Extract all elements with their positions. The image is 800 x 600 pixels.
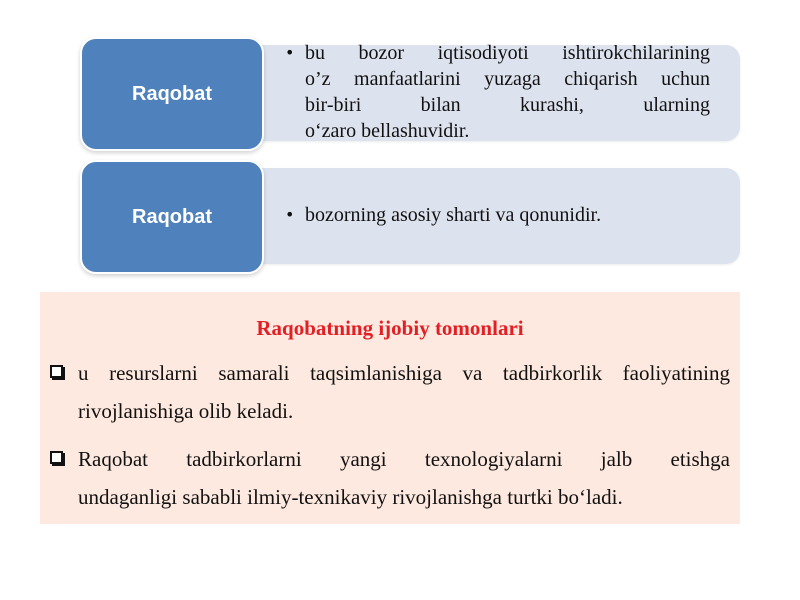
- bullet-icon: •: [285, 43, 295, 62]
- definition-row-2: [80, 160, 740, 274]
- checkbox-bullet-icon: [50, 451, 63, 464]
- positive-item-2-line-2: undaganligi sababli ilmiy-texnikaviy rivojlanishga turtki bo‘ladi.: [78, 485, 623, 509]
- definition-text-2: [285, 202, 710, 228]
- definition-text-1-line-3: bir-biri bilan kurashi, ularning: [305, 94, 710, 116]
- positive-item-1: [50, 354, 730, 430]
- definition-text-1-line-1: bu bozor iqtisodiyoti ishtirokchilarining: [305, 42, 710, 64]
- definition-label-1: Raqobat: [80, 37, 264, 151]
- positive-item-1-line-1: u resurslarni samarali taqsimlanishiga va tadbirkorlik faoliyatining: [78, 361, 730, 385]
- definition-text-1: [285, 40, 710, 144]
- positives-title: Raqobatning ijobiy tomonlari: [256, 316, 524, 340]
- positive-item-1-line-2: rivojlanishiga olib keladi.: [78, 399, 294, 423]
- definition-row-1: [80, 37, 740, 151]
- positives-box: [40, 292, 740, 524]
- checkbox-bullet-icon: [50, 365, 63, 378]
- definition-text-1-line-2: o’z manfaatlarini yuzaga chiqarish uchun: [305, 68, 710, 90]
- definition-label-2: Raqobat: [80, 160, 264, 274]
- positive-item-2-line-1: Raqobat tadbirkorlarni yangi texnologiyalarni jalb etishga: [78, 447, 730, 471]
- definition-text-1-line-4: o‘zaro bellashuvidir.: [305, 120, 470, 142]
- positive-item-2: [50, 440, 730, 516]
- definition-text-2-line-1: bozorning asosiy sharti va qonunidir.: [305, 204, 602, 226]
- bullet-icon: •: [285, 205, 295, 224]
